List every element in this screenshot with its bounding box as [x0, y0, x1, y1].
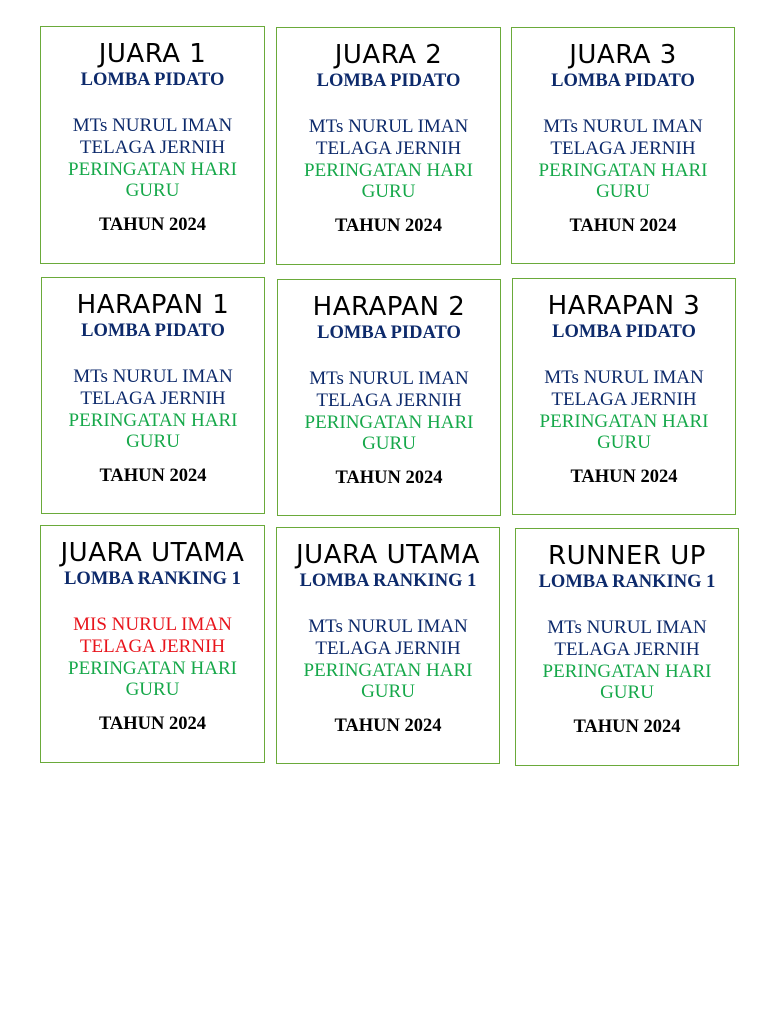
- school-name-line2: TELAGA JERNIH: [315, 638, 461, 659]
- school-name-line2: TELAGA JERNIH: [79, 636, 226, 657]
- event-line2: GURU: [361, 681, 415, 702]
- school-name-line1: MTs NURUL IMAN: [544, 367, 704, 388]
- school-name-line1: MTs NURUL IMAN: [72, 115, 233, 136]
- school-name-line1: MTs NURUL IMAN: [547, 617, 707, 638]
- card-year: TAHUN 2024: [569, 216, 677, 236]
- card-subtitle: LOMBA RANKING 1: [64, 569, 241, 589]
- school-name-line2: TELAGA JERNIH: [316, 390, 462, 411]
- award-card-harapan-2: [277, 279, 501, 516]
- school-name-line1: MTs NURUL IMAN: [309, 368, 469, 389]
- event-line2: GURU: [126, 431, 180, 452]
- card-title: HARAPAN 2: [312, 292, 466, 322]
- school-name-line1: MTs NURUL IMAN: [543, 116, 703, 137]
- card-subtitle: LOMBA RANKING 1: [299, 571, 477, 591]
- card-year: TAHUN 2024: [570, 467, 678, 487]
- award-card-juara-1: [40, 26, 265, 264]
- event-line1: PERINGATAN HARI: [304, 160, 473, 181]
- card-title: HARAPAN 3: [547, 291, 701, 321]
- card-title: JUARA 3: [569, 40, 677, 70]
- school-name-line2: TELAGA JERNIH: [79, 137, 226, 158]
- school-name-line2: TELAGA JERNIH: [550, 138, 696, 159]
- award-card-juara-2: [276, 27, 501, 265]
- school-name-line1: MIS NURUL IMAN: [73, 614, 232, 635]
- event-line1: PERINGATAN HARI: [539, 411, 709, 432]
- card-subtitle: LOMBA PIDATO: [551, 71, 695, 91]
- event-line2: GURU: [125, 679, 180, 700]
- event-line1: PERINGATAN HARI: [68, 410, 238, 431]
- event-line1: PERINGATAN HARI: [303, 660, 473, 681]
- card-year: TAHUN 2024: [98, 714, 207, 734]
- card-subtitle: LOMBA PIDATO: [552, 322, 696, 342]
- award-card-juara-3: [511, 27, 735, 264]
- event-line2: GURU: [600, 682, 654, 703]
- event-line1: PERINGATAN HARI: [304, 412, 474, 433]
- school-name-line1: MTs NURUL IMAN: [308, 616, 468, 637]
- award-card-harapan-3: [512, 278, 736, 515]
- card-subtitle: LOMBA PIDATO: [81, 321, 225, 341]
- event-line2: GURU: [125, 180, 180, 201]
- school-name-line2: TELAGA JERNIH: [554, 639, 700, 660]
- event-line2: GURU: [362, 433, 416, 454]
- card-year: TAHUN 2024: [98, 215, 207, 235]
- card-year: TAHUN 2024: [334, 216, 443, 236]
- award-card-juara-utama-1: [40, 525, 265, 763]
- event-line1: PERINGATAN HARI: [68, 658, 237, 679]
- event-line1: PERINGATAN HARI: [542, 661, 712, 682]
- card-year: TAHUN 2024: [334, 716, 442, 736]
- school-name-line2: TELAGA JERNIH: [315, 138, 462, 159]
- event-line1: PERINGATAN HARI: [68, 159, 237, 180]
- card-title: JUARA UTAMA: [60, 538, 245, 568]
- event-line1: PERINGATAN HARI: [538, 160, 708, 181]
- award-card-harapan-1: [41, 277, 265, 514]
- school-name-line2: TELAGA JERNIH: [80, 388, 226, 409]
- card-subtitle: LOMBA PIDATO: [80, 70, 225, 90]
- card-title: JUARA 1: [98, 39, 207, 69]
- card-subtitle: LOMBA RANKING 1: [538, 572, 716, 592]
- event-line2: GURU: [597, 432, 651, 453]
- event-line2: GURU: [361, 181, 416, 202]
- award-card-runner-up: [515, 528, 739, 766]
- card-year: TAHUN 2024: [99, 466, 207, 486]
- card-title: HARAPAN 1: [76, 290, 230, 320]
- card-title: JUARA 2: [334, 40, 443, 70]
- award-card-juara-utama-2: [276, 527, 500, 764]
- school-name-line1: MTs NURUL IMAN: [73, 366, 233, 387]
- card-title: RUNNER UP: [548, 541, 706, 571]
- card-subtitle: LOMBA PIDATO: [316, 71, 461, 91]
- event-line2: GURU: [596, 181, 650, 202]
- card-title: JUARA UTAMA: [296, 540, 480, 570]
- school-name-line1: MTs NURUL IMAN: [308, 116, 469, 137]
- school-name-line2: TELAGA JERNIH: [551, 389, 697, 410]
- card-subtitle: LOMBA PIDATO: [317, 323, 461, 343]
- card-year: TAHUN 2024: [335, 468, 443, 488]
- card-year: TAHUN 2024: [573, 717, 681, 737]
